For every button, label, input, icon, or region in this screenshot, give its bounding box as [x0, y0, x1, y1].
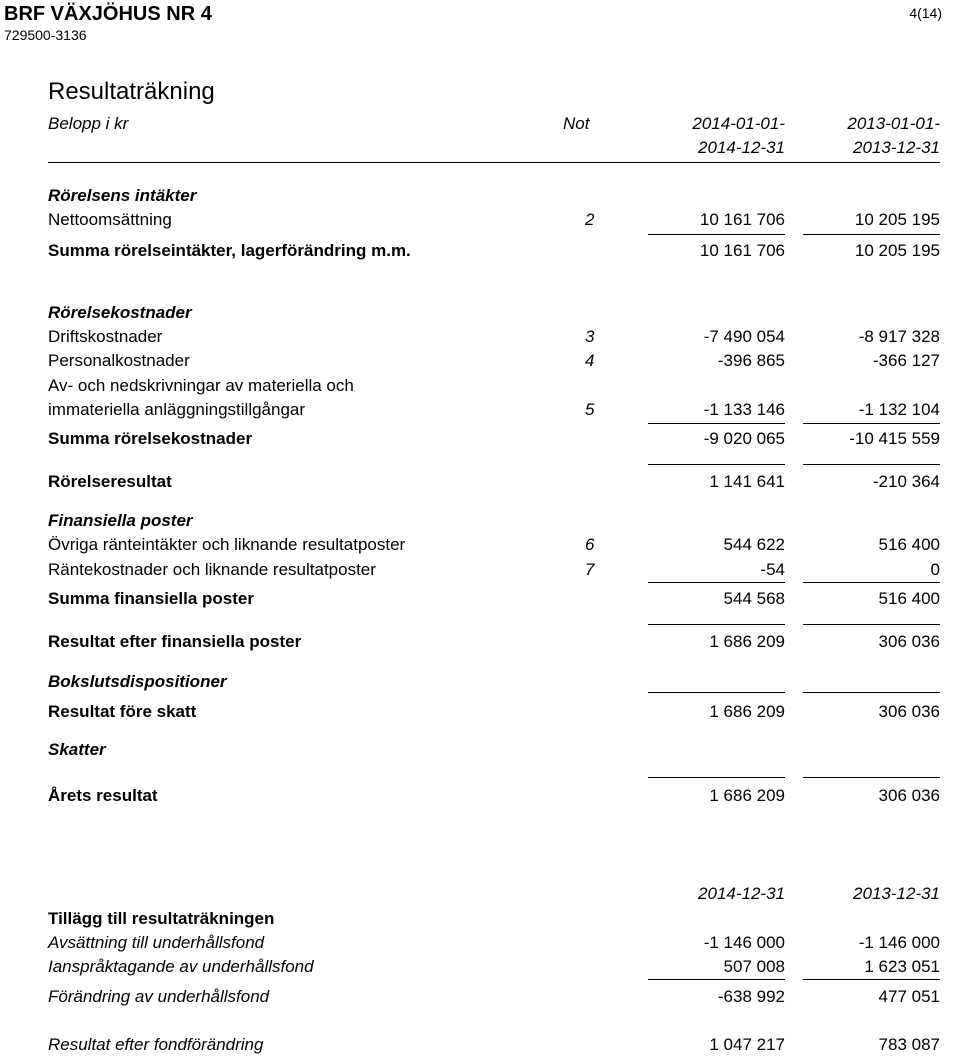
row-value-prior: 1 623 051 [864, 957, 940, 976]
page-title: Resultaträkning [48, 78, 215, 105]
total-value-current: 1 141 641 [709, 472, 785, 491]
row-value-current: -1 133 146 [703, 400, 785, 419]
row-value-current: -1 146 000 [703, 933, 785, 952]
row-value-prior: 783 087 [878, 1035, 940, 1054]
supplement-heading: Tillägg till resultaträkningen [48, 909, 275, 928]
row-label-driftskostnader: Driftskostnader [48, 327, 163, 346]
row-label-resultat-efter-fondforandring: Resultat efter fondförändring [48, 1035, 264, 1054]
sum-rule [648, 582, 785, 583]
sum-value-current: 544 568 [723, 589, 785, 608]
row-value-prior: -366 127 [872, 351, 940, 370]
total-label-resultat-efter-fin: Resultat efter finansiella poster [48, 632, 302, 651]
sum-rule [803, 582, 940, 583]
row-value-prior: -1 132 104 [858, 400, 940, 419]
row-value-current: 1 047 217 [709, 1035, 785, 1054]
row-label-avskrivningar-line2: immateriella anläggningstillgångar [48, 400, 306, 419]
header-divider [48, 162, 940, 163]
row-note: 5 [585, 400, 595, 419]
row-value-current: 10 161 706 [699, 210, 785, 229]
sum-rule [648, 234, 785, 235]
row-value-prior: 10 205 195 [854, 210, 940, 229]
section-heading-bokslutsdispositioner: Bokslutsdispositioner [48, 672, 227, 691]
row-value-prior: 516 400 [878, 535, 940, 554]
row-label-personalkostnader: Personalkostnader [48, 351, 190, 370]
row-note: 6 [585, 535, 595, 554]
total-rule [648, 624, 785, 625]
page-number: 4(14) [909, 5, 942, 21]
sum-rule [648, 423, 785, 424]
row-note: 7 [585, 560, 595, 579]
sum-rule [803, 979, 940, 980]
supplement-column-current: 2014-12-31 [698, 884, 785, 903]
section-heading-skatter: Skatter [48, 740, 106, 759]
row-value-prior: 477 051 [878, 987, 940, 1006]
total-value-prior: -210 364 [872, 472, 940, 491]
total-label-arets-resultat: Årets resultat [48, 786, 158, 805]
sum-rule [803, 234, 940, 235]
row-value-current: -638 992 [717, 987, 785, 1006]
row-value-prior: -8 917 328 [858, 327, 940, 346]
sum-rule [803, 423, 940, 424]
total-rule [803, 624, 940, 625]
org-number: 729500-3136 [4, 27, 87, 43]
column-header-prior-line1: 2013-01-01- [847, 114, 940, 133]
column-header-prior-line2: 2013-12-31 [853, 138, 940, 157]
org-name: BRF VÄXJÖHUS NR 4 [4, 3, 212, 25]
sum-value-prior: 10 205 195 [854, 241, 940, 260]
column-header-current-line2: 2014-12-31 [698, 138, 785, 157]
section-heading-rorelsens-intakter: Rörelsens intäkter [48, 186, 197, 205]
sum-label-finansiella-poster: Summa finansiella poster [48, 589, 254, 608]
total-value-prior: 306 036 [878, 786, 940, 805]
row-note: 3 [585, 327, 595, 346]
total-value-prior: 306 036 [878, 632, 940, 651]
total-rule [803, 777, 940, 778]
row-value-prior: -1 146 000 [858, 933, 940, 952]
total-rule [648, 464, 785, 465]
total-rule [803, 464, 940, 465]
row-label-ranteintakter: Övriga ränteintäkter och liknande resultatposter [48, 535, 406, 554]
section-heading-rorelsekostnader: Rörelsekostnader [48, 303, 192, 322]
row-label-forandring: Förändring av underhållsfond [48, 987, 270, 1006]
row-label-rantekostnader: Räntekostnader och liknande resultatposter [48, 560, 376, 579]
row-value-current: -54 [760, 560, 785, 579]
sum-value-current: -9 020 065 [703, 429, 785, 448]
total-value-current: 1 686 209 [709, 786, 785, 805]
row-value-current: 544 622 [723, 535, 785, 554]
sum-value-current: 10 161 706 [699, 241, 785, 260]
supplement-column-prior: 2013-12-31 [853, 884, 940, 903]
column-header-label: Belopp i kr [48, 114, 129, 133]
total-label-rorelseresultat: Rörelseresultat [48, 472, 172, 491]
column-header-note: Not [563, 114, 590, 133]
sum-value-prior: -10 415 559 [849, 429, 940, 448]
row-value-prior: 0 [930, 560, 940, 579]
sum-label-rorelsekostnader: Summa rörelsekostnader [48, 429, 253, 448]
row-value-current: -7 490 054 [703, 327, 785, 346]
row-value-current: -396 865 [717, 351, 785, 370]
sum-rule [648, 979, 785, 980]
row-label-avsattning: Avsättning till underhållsfond [48, 933, 265, 952]
total-value-current: 1 686 209 [709, 632, 785, 651]
row-value-current: 507 008 [723, 957, 785, 976]
total-rule [803, 692, 940, 693]
row-label-ianspraktagande: Ianspråktagande av underhållsfond [48, 957, 314, 976]
row-note: 2 [585, 210, 595, 229]
column-header-current-line1: 2014-01-01- [692, 114, 785, 133]
row-note: 4 [585, 351, 595, 370]
section-heading-finansiella-poster: Finansiella poster [48, 511, 193, 530]
total-rule [648, 777, 785, 778]
total-value-current: 1 686 209 [709, 702, 785, 721]
total-label-resultat-fore-skatt: Resultat före skatt [48, 702, 197, 721]
row-label-avskrivningar-line1: Av- och nedskrivningar av materiella och [48, 376, 354, 395]
sum-label-rorelseintakter: Summa rörelseintäkter, lagerförändring m.m. [48, 241, 411, 260]
sum-value-prior: 516 400 [878, 589, 940, 608]
total-value-prior: 306 036 [878, 702, 940, 721]
row-label-nettoomsattning: Nettoomsättning [48, 210, 172, 229]
total-rule [648, 692, 785, 693]
